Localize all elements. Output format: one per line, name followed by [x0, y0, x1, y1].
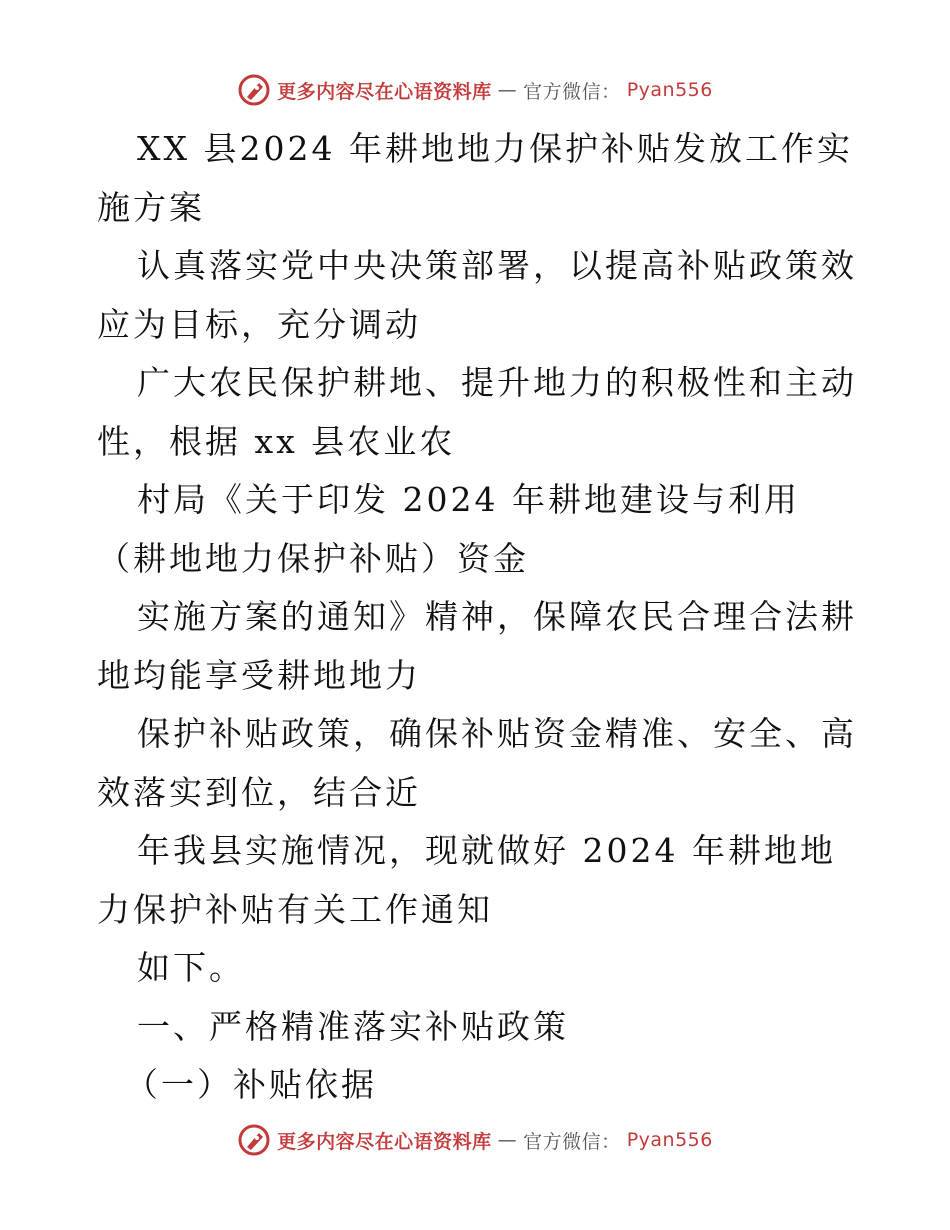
- paragraph: 广大农民保护耕地、提升地力的积极性和主动性，根据 xx 县农业农: [97, 363, 857, 461]
- section-heading: 一、严格精准落实补贴政策: [137, 1006, 569, 1046]
- paragraph: 村局《关于印发 2024 年耕地建设与利用（耕地地力保护补贴）资金: [97, 480, 800, 578]
- footer-banner: [0, 1120, 950, 1160]
- subsection-heading: （一）补贴依据: [125, 1065, 377, 1104]
- banner-wechat-id: Pyan556: [626, 1129, 713, 1151]
- banner-wechat-id: Pyan556: [626, 79, 713, 101]
- banner-brand-text: 更多内容尽在心语资料库: [277, 1130, 492, 1153]
- banner-separator: —: [497, 1129, 518, 1151]
- document-title: XX 县2024 年耕地地力保护补贴发放工作实施方案: [97, 129, 853, 227]
- banner-wechat-label: 官方微信：: [523, 80, 621, 103]
- paragraph: 如下。: [137, 948, 245, 987]
- paragraph: 认真落实党中央决策部署，以提高补贴政策效应为目标，充分调动: [97, 246, 857, 344]
- banner-brand-text: 更多内容尽在心语资料库: [277, 80, 492, 103]
- paragraph: 保护补贴政策，确保补贴资金精准、安全、高效落实到位，结合近: [97, 714, 857, 812]
- document-body: [97, 120, 857, 1115]
- pen-nib-logo-icon: [237, 1123, 271, 1157]
- paragraph: 年我县实施情况，现就做好 2024 年耕地地力保护补贴有关工作通知: [97, 831, 836, 929]
- banner-separator: —: [497, 79, 518, 101]
- pen-nib-logo-icon: [237, 73, 271, 107]
- header-banner: [0, 70, 950, 110]
- paragraph: 实施方案的通知》精神，保障农民合理合法耕地均能享受耕地地力: [97, 597, 857, 695]
- banner-wechat-label: 官方微信：: [523, 1130, 621, 1153]
